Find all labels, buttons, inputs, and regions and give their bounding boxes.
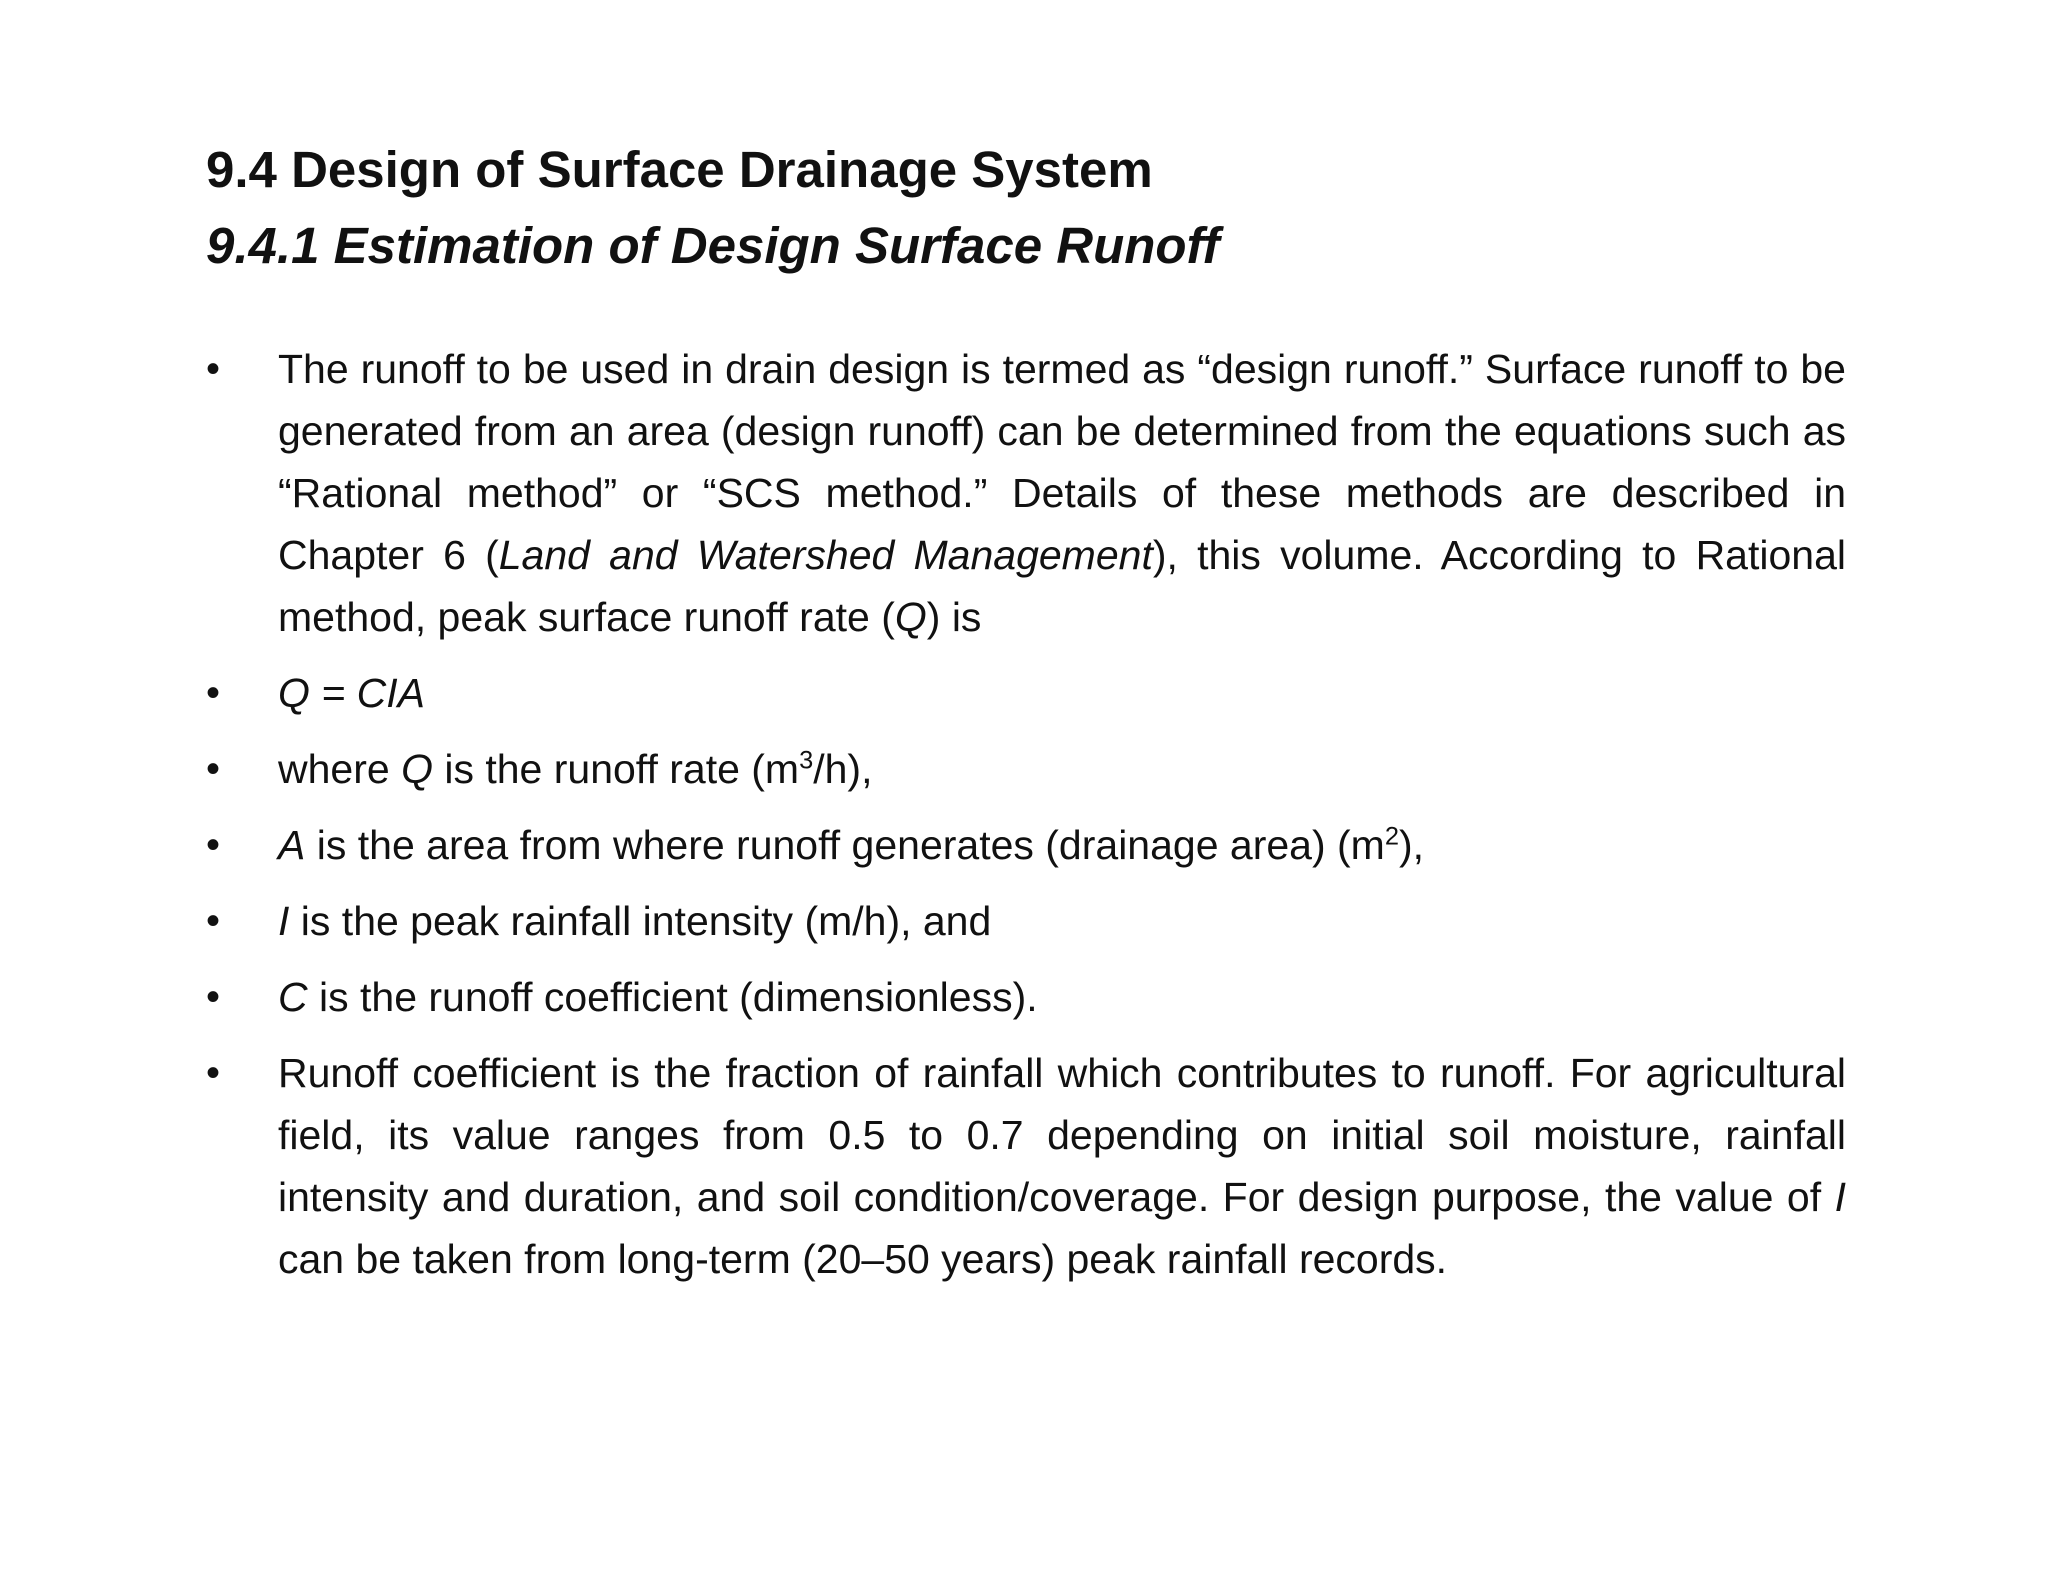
text-run: is the runoff rate (m	[432, 746, 800, 792]
bullet-c-definition	[206, 966, 1846, 1028]
text-run: ),	[1398, 822, 1424, 868]
text-run: The runoff to be used in drain design is termed as “design runoff.” Surface runoff to be generated from an area (design runoff) can be determined from the equations such as “Rational method” or “SCS method.” Details of these methods are described in Chapter 6 (	[278, 346, 1846, 578]
section-title: 9.4 Design of Surface Drainage System	[206, 141, 1153, 198]
bullet-dot-icon: •	[206, 975, 221, 1019]
text-run: /h),	[813, 746, 873, 792]
bullet-text	[278, 814, 1846, 876]
subsection-title: 9.4.1 Estimation of Design Surface Runoff	[206, 217, 1220, 274]
bullet-dot-icon: •	[206, 1051, 221, 1095]
equation: Q = CIA	[278, 670, 425, 716]
italic-run: I	[1834, 1174, 1846, 1220]
bullet-text	[278, 738, 1846, 800]
italic-run: C	[278, 974, 308, 1020]
bullet-design-runoff	[206, 338, 1846, 648]
text-run: is the runoff coefficient (dimensionless).	[307, 974, 1038, 1020]
bullet-list	[206, 338, 1846, 1304]
italic-run: Q	[894, 594, 927, 640]
italic-run: I	[278, 898, 290, 944]
text-run: is the area from where runoff generates (drainage area) (m	[305, 822, 1385, 868]
bullet-i-definition	[206, 890, 1846, 952]
bullet-runoff-coefficient	[206, 1042, 1846, 1290]
bullet-text	[278, 1042, 1846, 1290]
bullet-equation	[206, 662, 1846, 724]
text-run: ), this volume. According to Rational method, peak surface runoff rate (	[278, 532, 1846, 640]
bullet-dot-icon: •	[206, 899, 221, 943]
italic-run: Q	[401, 746, 433, 792]
italic-run: Land and Watershed Management	[498, 532, 1153, 578]
text-run: where	[278, 746, 402, 792]
bullet-dot-icon: •	[206, 823, 221, 867]
text-run: is the peak rainfall intensity (m/h), and	[289, 898, 992, 944]
bullet-dot-icon: •	[206, 747, 221, 791]
bullet-text	[278, 338, 1846, 648]
italic-run: A	[278, 822, 306, 868]
bullet-text	[278, 890, 1846, 952]
bullet-q-definition	[206, 738, 1846, 800]
superscript: 2	[1384, 822, 1399, 851]
bullet-text	[278, 662, 1846, 724]
bullet-dot-icon: •	[206, 347, 221, 391]
bullet-dot-icon: •	[206, 671, 221, 715]
text-run: Runoff coefficient is the fraction of rainfall which contributes to runoff. For agricultural field, its value ranges from 0.5 to 0.7 depending on initial soil moisture, rainfall intensity and duration, and soil condition/coverage. For design purpose, the value of	[278, 1050, 1846, 1220]
text-run: can be taken from long-term (20–50 years) peak rainfall records.	[278, 1236, 1448, 1282]
bullet-a-definition	[206, 814, 1846, 876]
bullet-text	[278, 966, 1846, 1028]
superscript: 3	[799, 746, 814, 775]
heading-block	[206, 132, 1856, 284]
text-run: ) is	[926, 594, 982, 640]
